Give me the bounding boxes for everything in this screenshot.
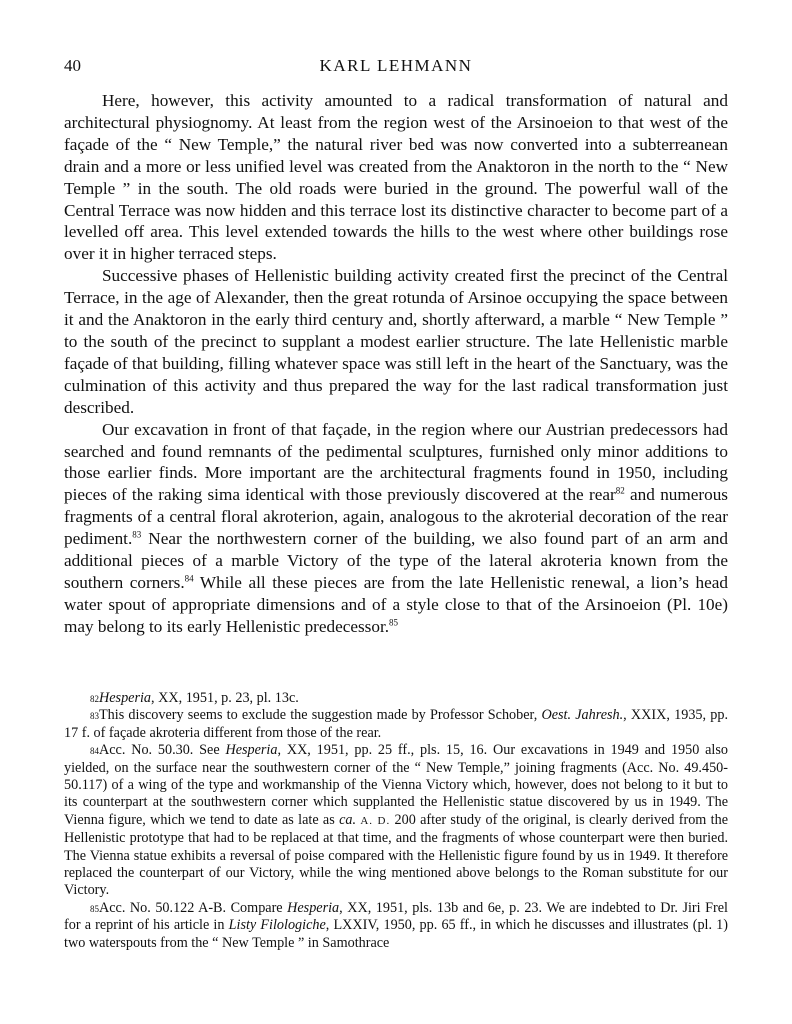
footnote-text: This discovery seems to exclude the suggestion made by Professor Schober,	[99, 707, 542, 724]
footnote-text: Acc. No. 50.122 A-B. Compare	[99, 899, 288, 916]
footnotes	[64, 690, 728, 952]
footnote-text: , XX, 1951, p. 23, pl. 13c.	[151, 690, 299, 706]
footnote-text: , XXIX, 1935, pp. 17 f. of façade akroteria different from those of the rear.	[64, 707, 728, 741]
footnote-mark: 85	[90, 903, 99, 914]
paragraph-2: Successive phases of Hellenistic building activity created first the precinct of the Central Terrace, in the age of Alexander, then the great rotunda of Arsinoe occupying the space between it and the Anaktoron in the early third century and, shortly afterward, a marble “ New Temple ” to the south of the precinct to supplant a modest earlier structure. The late Hellenistic marble façade of that building, filling whatever space was still left in the heart of the Sanctuary, was the culmination of this activity and thus prepared the way for the last radical transformation just described.	[64, 266, 728, 417]
paragraph-3-part-c: Near the northwestern corner of the building, we also found part of an arm and additional pieces of a marble Victory of the type of the lateral akroteria known from the southern corners.	[64, 529, 728, 592]
circa-abbrev: ca.	[339, 811, 357, 828]
paragraph-3	[64, 419, 728, 638]
footnote-mark: 84	[90, 746, 99, 757]
footnote-text: Acc. No. 50.30. See	[99, 742, 226, 759]
paragraph-3-part-d: While all these pieces are from the late Hellenistic renewal, a lion’s head water spout of appropriate dimensions and of a style close to that of the Arsinoeion (Pl. 10e) may belong to its early Hellenistic predecessor.	[64, 572, 728, 636]
footnote-text: , XX, 1951, pp. 25 ff., pls. 15, 16. Our excavations in 1949 and 1950 also yielded, on the surface near the southwestern corner of the “ New Temple,” joining fragments (Acc. No. 49.450-50.117) of a wing of the type and workmanship of the Vienna Victory which, however, does not belong to it but to its counterpart at the southwestern corner which supplanted the Hellenistic statue discovered by us in 1949. The Vienna figure, which we tend to date as late as	[64, 742, 728, 828]
footnote-ref-82[interactable]: 82	[615, 485, 625, 496]
paragraph-3-part-a: Our excavation in front of that façade, in the region where our Austrian predecessors had searched and found remnants of the pedimental sculptures, furnished only minor additions to those earlier finds. More important are the architectural fragments found in 1950, including pieces of the raking sima identical with those previously discovered at the rear	[64, 419, 728, 505]
journal-title: Hesperia	[99, 690, 152, 706]
footnote-85	[64, 900, 728, 952]
footnote-83	[64, 707, 728, 742]
footnote-84	[64, 742, 728, 900]
footnote-mark: 83	[90, 711, 99, 722]
footnote-text: , LXXIV, 1950, pp. 65 ff., in which he discusses and illustrates (pl. 1) two waterspouts from the “ New Temple ” in Samothrace	[64, 917, 728, 951]
journal-title: Oest. Jahresh.	[541, 707, 624, 724]
running-head: KARL LEHMANN	[319, 56, 473, 75]
footnote-ref-83[interactable]: 83	[132, 529, 142, 540]
paragraph-3-part-b: and numerous fragments of a central floral akroterion, again, analogous to the akroterial decoration of the rear pediment.	[64, 485, 728, 549]
footnote-text: , XX, 1951, pls. 13b and 6e, p. 23. We are indebted to Dr. Jiri Frel for a reprint of his article in	[64, 899, 728, 934]
journal-title: Hesperia	[287, 899, 340, 916]
journal-title: Hesperia	[225, 742, 278, 759]
footnote-mark: 82	[90, 694, 99, 704]
footnote-text: 200 after study of the original, is clearly derived from the Hellenistic prototype that had to be replaced at that time, and the fragments of whose counterpart were then buried. The Vienna statue exhibits a reversal of poise compared with the Hellenistic figure found by us in 1949. It therefore replaced the counterpart of our Victory, while the wing mentioned above belongs to the Roman substitute for our Victory.	[64, 811, 728, 899]
footnote-ref-85[interactable]: 85	[389, 617, 399, 628]
footnote-82	[64, 690, 728, 707]
footnote-ref-84[interactable]: 84	[184, 573, 194, 584]
journal-title: Listy Filologiche	[228, 917, 326, 934]
page-header	[64, 56, 728, 80]
paragraph-1: Here, however, this activity amounted to a radical transformation of natural and architectural physiognomy. At least from the region west of the Arsinoeion to that west of the façade of the “ New Temple,” the natural river bed was now converted into a subterreanean drain and a more or less unified level was created from the Anaktoron in the north to the “ New Temple ” in the south. The old roads were buried in the ground. The powerful wall of the Central Terrace was now hidden and this terrace lost its distinctive character to become part of a levelled off area. This level extended towards the hills to the west where other buildings rose over it in higher terraced steps.	[64, 91, 728, 264]
era-abbrev: A. D.	[360, 814, 391, 827]
main-text	[64, 90, 728, 638]
page-number: 40	[64, 56, 81, 75]
